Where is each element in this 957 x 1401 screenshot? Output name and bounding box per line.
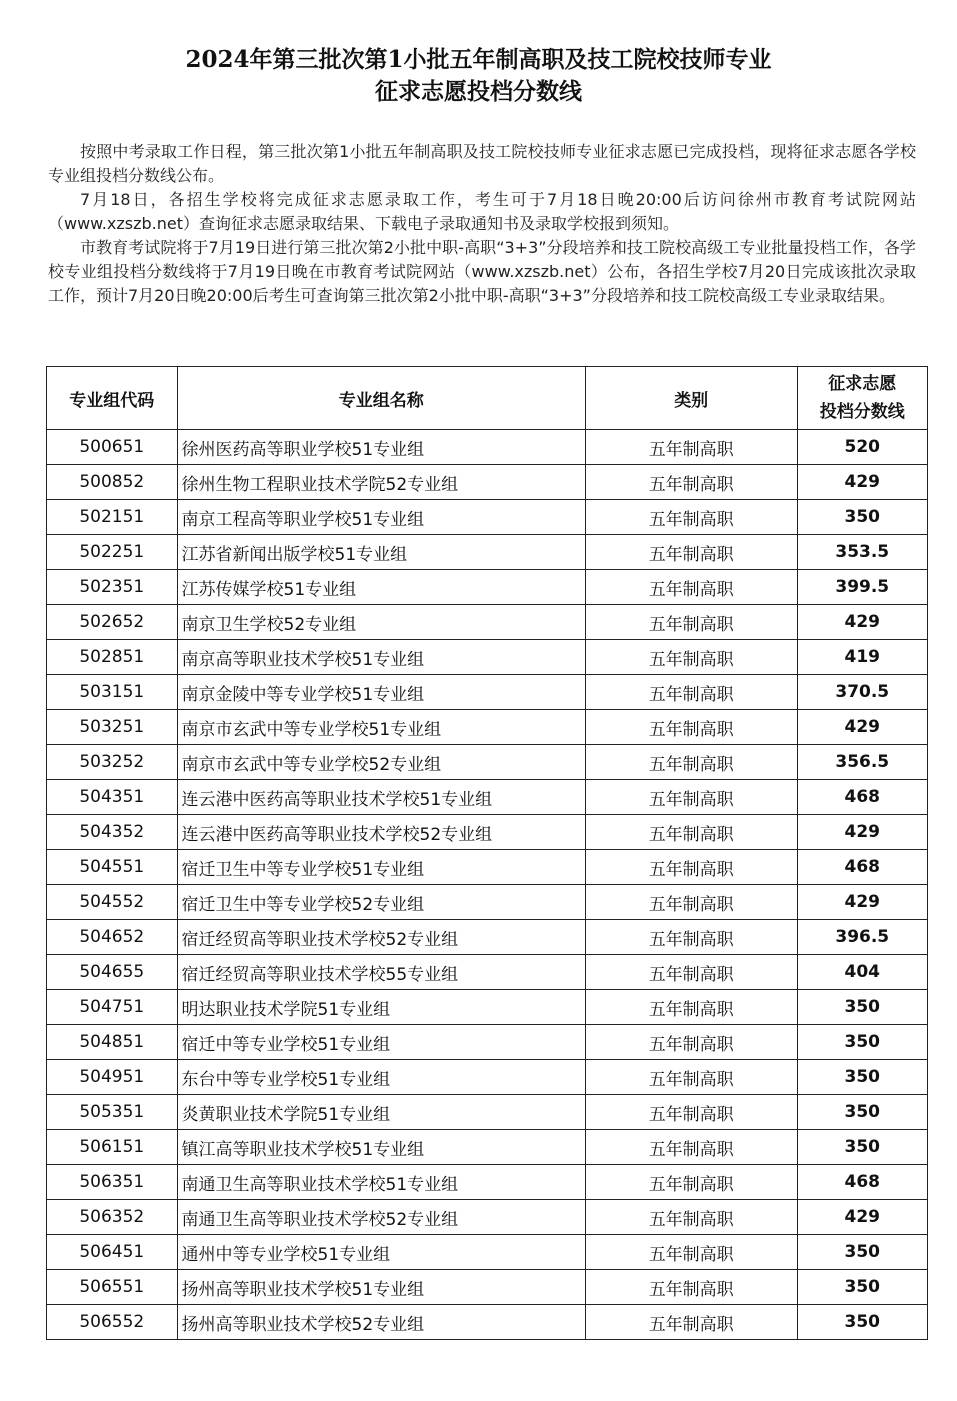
cell-code: 506351 — [47, 1165, 178, 1200]
cell-code: 503151 — [47, 675, 178, 710]
intro-paragraph-3: 市教育考试院将于7月19日进行第三批次第2小批中职-高职“3+3”分段培养和技工院校高级工专业批量投档工作，各学校专业组投档分数线将于7月19日晚在市教育考试院网站（www.xzszb.net）公布，各招生学校7月20日完成该批次录取工作，预计7月20日晚20:00后考生可查询第三批次第2小批中职-高职“3+3”分段培养和技工院校高级工专业录取结果。 — [48, 238, 916, 305]
cell-score: 429 — [797, 1200, 927, 1235]
cell-type: 五年制高职 — [585, 990, 797, 1025]
cell-score: 429 — [797, 605, 927, 640]
cell-score: 429 — [797, 885, 927, 920]
table-row — [47, 710, 928, 745]
cell-name: 南通卫生高等职业技术学校52专业组 — [177, 1200, 585, 1235]
cell-score: 350 — [797, 500, 927, 535]
table-row — [47, 1270, 928, 1305]
table-row — [47, 990, 928, 1025]
cell-name: 镇江高等职业技术学校51专业组 — [177, 1130, 585, 1165]
cell-score: 468 — [797, 1165, 927, 1200]
cell-type: 五年制高职 — [585, 430, 797, 465]
table-row — [47, 535, 928, 570]
cell-score: 350 — [797, 1060, 927, 1095]
cell-type: 五年制高职 — [585, 1060, 797, 1095]
cell-type: 五年制高职 — [585, 1025, 797, 1060]
header-type: 类别 — [585, 367, 797, 430]
cell-name: 明达职业技术学院51专业组 — [177, 990, 585, 1025]
cell-score: 350 — [797, 990, 927, 1025]
cell-score: 353.5 — [797, 535, 927, 570]
cell-name: 扬州高等职业技术学校52专业组 — [177, 1305, 585, 1340]
cell-score: 350 — [797, 1025, 927, 1060]
cell-code: 504351 — [47, 780, 178, 815]
table-header-row — [47, 367, 928, 430]
cell-type: 五年制高职 — [585, 745, 797, 780]
cell-name: 东台中等专业学校51专业组 — [177, 1060, 585, 1095]
cell-type: 五年制高职 — [585, 640, 797, 675]
cell-score: 399.5 — [797, 570, 927, 605]
cell-type: 五年制高职 — [585, 850, 797, 885]
title-line-1: 2024年第三批次第1小批五年制高职及技工院校技师专业 — [185, 46, 772, 73]
table-row — [47, 1235, 928, 1270]
table-row — [47, 745, 928, 780]
cell-code: 502652 — [47, 605, 178, 640]
cell-type: 五年制高职 — [585, 1095, 797, 1130]
cell-type: 五年制高职 — [585, 1270, 797, 1305]
cell-score: 468 — [797, 850, 927, 885]
table-row — [47, 1305, 928, 1340]
table-row — [47, 1095, 928, 1130]
cell-type: 五年制高职 — [585, 465, 797, 500]
cell-code: 500651 — [47, 430, 178, 465]
cell-type: 五年制高职 — [585, 1130, 797, 1165]
cell-name: 江苏省新闻出版学校51专业组 — [177, 535, 585, 570]
cell-name: 宿迁中等专业学校51专业组 — [177, 1025, 585, 1060]
cell-score: 429 — [797, 710, 927, 745]
cell-code: 503251 — [47, 710, 178, 745]
table-row — [47, 1060, 928, 1095]
cell-code: 504352 — [47, 815, 178, 850]
cell-code: 502151 — [47, 500, 178, 535]
cell-code: 502851 — [47, 640, 178, 675]
cell-score: 429 — [797, 465, 927, 500]
header-score — [797, 367, 927, 430]
cell-name: 宿迁卫生中等专业学校51专业组 — [177, 850, 585, 885]
page-title — [0, 44, 957, 108]
table-row — [47, 500, 928, 535]
table-row — [47, 675, 928, 710]
table-row — [47, 780, 928, 815]
table-row — [47, 1130, 928, 1165]
cell-name: 南通卫生高等职业技术学校51专业组 — [177, 1165, 585, 1200]
cell-code: 506151 — [47, 1130, 178, 1165]
cell-name: 宿迁经贸高等职业技术学校55专业组 — [177, 955, 585, 990]
table-row — [47, 1025, 928, 1060]
header-score-line-1: 征求志愿 — [828, 374, 897, 394]
cell-type: 五年制高职 — [585, 570, 797, 605]
title-line-2: 征求志愿投档分数线 — [375, 78, 582, 105]
cell-code: 506551 — [47, 1270, 178, 1305]
cell-name: 江苏传媒学校51专业组 — [177, 570, 585, 605]
cell-code: 503252 — [47, 745, 178, 780]
cell-name: 南京金陵中等专业学校51专业组 — [177, 675, 585, 710]
cell-type: 五年制高职 — [585, 605, 797, 640]
cell-type: 五年制高职 — [585, 500, 797, 535]
intro-paragraph-2: 7月18日，各招生学校将完成征求志愿录取工作，考生可于7月18日晚20:00后访问徐州市教育考试院网站（www.xzszb.net）查询征求志愿录取结果、下载电子录取通知书及录取学校报到须知。 — [48, 190, 916, 233]
cell-code: 502251 — [47, 535, 178, 570]
cell-type: 五年制高职 — [585, 1305, 797, 1340]
cell-score: 350 — [797, 1305, 927, 1340]
cell-type: 五年制高职 — [585, 710, 797, 745]
cell-code: 504551 — [47, 850, 178, 885]
intro-paragraph-1: 按照中考录取工作日程，第三批次第1小批五年制高职及技工院校技师专业征求志愿已完成投档，现将征求志愿各学校专业组投档分数线公布。 — [48, 142, 916, 185]
cell-code: 506352 — [47, 1200, 178, 1235]
cell-type: 五年制高职 — [585, 535, 797, 570]
cell-type: 五年制高职 — [585, 1200, 797, 1235]
table-row — [47, 955, 928, 990]
cell-score: 396.5 — [797, 920, 927, 955]
cell-code: 502351 — [47, 570, 178, 605]
cell-type: 五年制高职 — [585, 920, 797, 955]
cell-code: 506552 — [47, 1305, 178, 1340]
header-code: 专业组代码 — [47, 367, 178, 430]
cell-code: 504552 — [47, 885, 178, 920]
cell-type: 五年制高职 — [585, 815, 797, 850]
cell-type: 五年制高职 — [585, 1235, 797, 1270]
cell-score: 350 — [797, 1130, 927, 1165]
cell-name: 南京高等职业技术学校51专业组 — [177, 640, 585, 675]
score-table — [46, 366, 928, 1340]
cell-type: 五年制高职 — [585, 780, 797, 815]
cell-score: 356.5 — [797, 745, 927, 780]
cell-score: 350 — [797, 1095, 927, 1130]
cell-name: 通州中等专业学校51专业组 — [177, 1235, 585, 1270]
cell-code: 504652 — [47, 920, 178, 955]
cell-name: 扬州高等职业技术学校51专业组 — [177, 1270, 585, 1305]
cell-score: 370.5 — [797, 675, 927, 710]
cell-name: 南京卫生学校52专业组 — [177, 605, 585, 640]
cell-name: 南京市玄武中等专业学校52专业组 — [177, 745, 585, 780]
table-row — [47, 850, 928, 885]
table-row — [47, 1200, 928, 1235]
table-row — [47, 640, 928, 675]
cell-name: 炎黄职业技术学院51专业组 — [177, 1095, 585, 1130]
cell-code: 504951 — [47, 1060, 178, 1095]
cell-name: 连云港中医药高等职业技术学校51专业组 — [177, 780, 585, 815]
table-row — [47, 605, 928, 640]
cell-code: 504655 — [47, 955, 178, 990]
cell-name: 南京工程高等职业学校51专业组 — [177, 500, 585, 535]
cell-code: 506451 — [47, 1235, 178, 1270]
table-row — [47, 815, 928, 850]
cell-score: 350 — [797, 1235, 927, 1270]
table-row — [47, 570, 928, 605]
cell-type: 五年制高职 — [585, 955, 797, 990]
cell-type: 五年制高职 — [585, 675, 797, 710]
cell-score: 468 — [797, 780, 927, 815]
cell-name: 徐州医药高等职业学校51专业组 — [177, 430, 585, 465]
cell-code: 505351 — [47, 1095, 178, 1130]
cell-score: 429 — [797, 815, 927, 850]
cell-code: 504751 — [47, 990, 178, 1025]
cell-name: 宿迁经贸高等职业技术学校52专业组 — [177, 920, 585, 955]
cell-name: 南京市玄武中等专业学校51专业组 — [177, 710, 585, 745]
intro-text — [48, 140, 916, 308]
table-row — [47, 430, 928, 465]
table-row — [47, 920, 928, 955]
table-row — [47, 465, 928, 500]
header-name: 专业组名称 — [177, 367, 585, 430]
cell-code: 500852 — [47, 465, 178, 500]
cell-name: 宿迁卫生中等专业学校52专业组 — [177, 885, 585, 920]
header-score-line-2: 投档分数线 — [819, 402, 905, 422]
cell-type: 五年制高职 — [585, 885, 797, 920]
cell-score: 419 — [797, 640, 927, 675]
cell-type: 五年制高职 — [585, 1165, 797, 1200]
table-body — [47, 430, 928, 1340]
cell-score: 350 — [797, 1270, 927, 1305]
cell-score: 520 — [797, 430, 927, 465]
cell-score: 404 — [797, 955, 927, 990]
cell-code: 504851 — [47, 1025, 178, 1060]
table-row — [47, 885, 928, 920]
cell-name: 徐州生物工程职业技术学院52专业组 — [177, 465, 585, 500]
table-row — [47, 1165, 928, 1200]
cell-name: 连云港中医药高等职业技术学校52专业组 — [177, 815, 585, 850]
